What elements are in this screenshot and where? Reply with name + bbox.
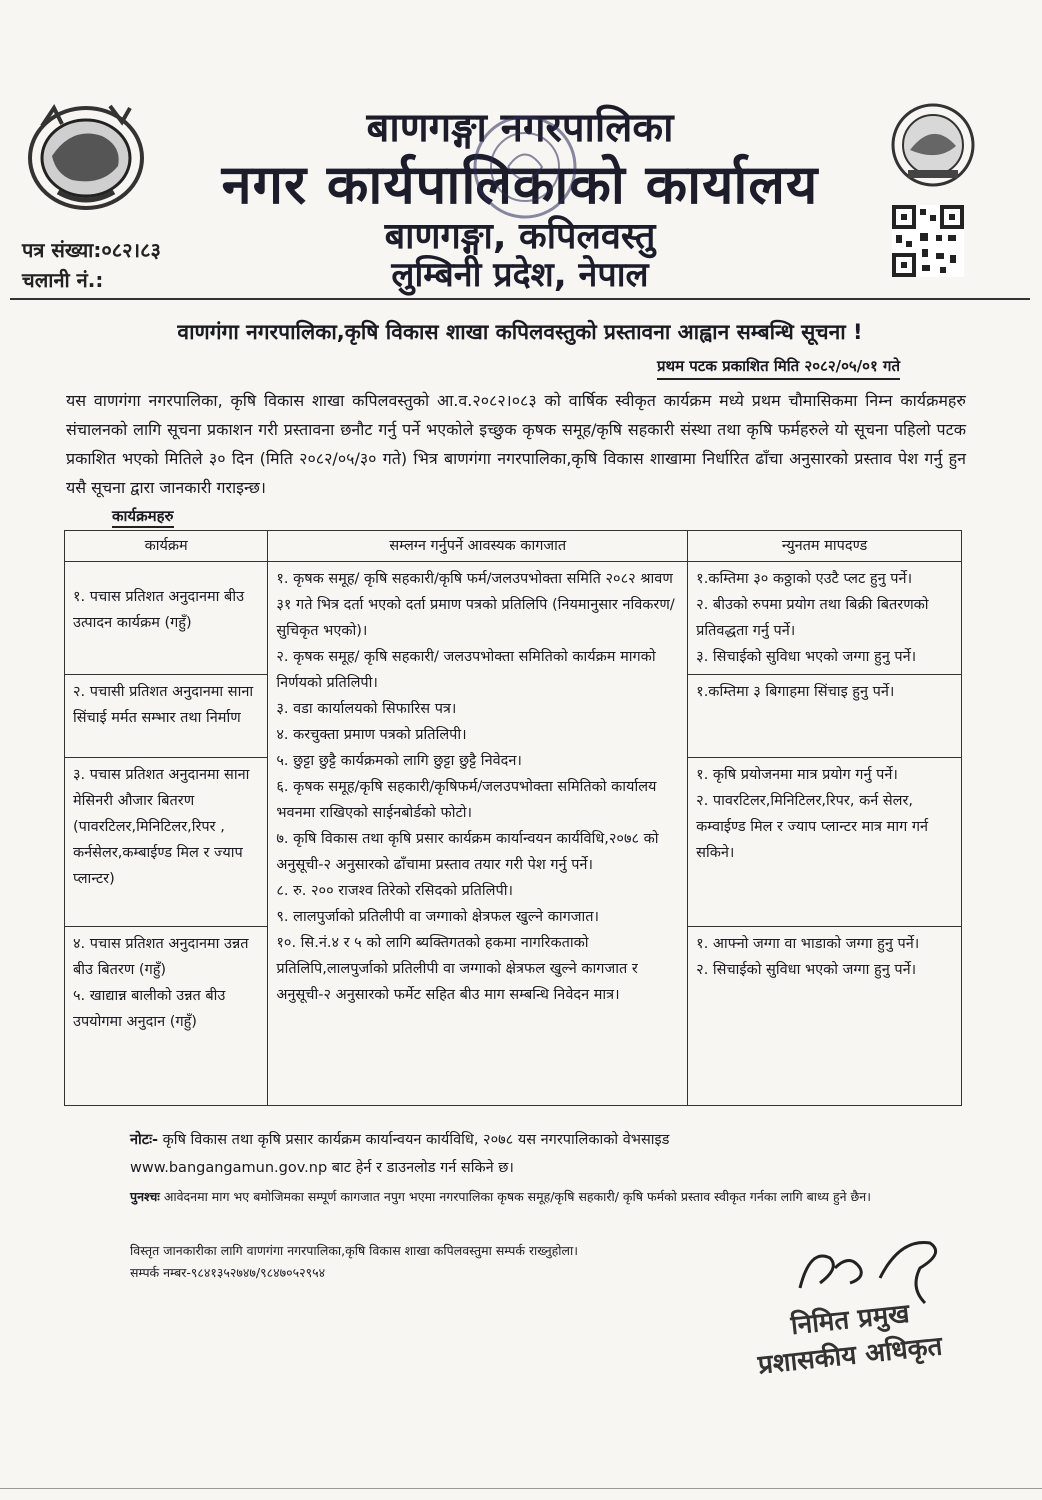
program-3: ३. पचास प्रतिशत अनुदानमा साना मेसिनरी औजार बितरण (पावरटिलर,मिनिटिलर,रिपर , कर्नसेलर,कम्बाईण्ड मिल र ज्याप प्लान्टर) [73,767,250,887]
criteria-item: १. आफ्नो जग्गा वा भाडाको जग्गा हुनु पर्ने। [696,936,920,952]
document-item: २. कृषक समूह/ कृषि सहकारी/ जलउपभोक्ता समितिको कार्यक्रम मागको निर्णयको प्रतिलिपी। [276,649,656,691]
programs-heading: कार्यक्रमहरु [112,506,174,528]
document-item: ९. लालपुर्जाको प्रतिलीपी वा जग्गाको क्षेत्रफल खुल्ने कागजात। [276,909,600,925]
punashcha-text: आवेदनमा माग भए बमोजिमका सम्पूर्ण कागजात नपुग भएमा नगरपालिका कृषक समूह/कृषि सहकारी/ कृषि फर्मको प्रस्ताव स्वीकृत गर्नका लागि बाध्य हुने छैन। [163,1189,871,1204]
program-cell [65,562,268,675]
program-cell [65,758,268,927]
programs-table [64,530,962,1106]
table-header-row [65,531,962,562]
note-text: कृषि विकास तथा कृषि प्रसार कार्यक्रम कार्यान्वयन कार्यविधि, २०७८ यस नगरपालिकाको वेभसाइड [162,1132,670,1148]
province-name: लुम्बिनी प्रदेश, नेपाल [391,255,649,295]
criteria-item: ३. सिचाईको सुविधा भएको जग्गा हुनु पर्ने। [696,649,917,665]
note-line [130,1128,669,1153]
header-documents: सम्लग्न गर्नुपर्ने आवस्यक कागजात [268,531,688,562]
document-item: १०. सि.नं.४ र ५ को लागि ब्यक्तिगतको हकमा नागरिकताको प्रतिलिपि,लालपुर्जाको प्रतिलीपी वा जग्गाको क्षेत्रफल खुल्ने कागजात र अनुसूची-२ अनुसारको फर्मेट सहित बीउ माग सम्बन्धि निवेदन मात्र। [276,935,638,1003]
criteria-cell [688,927,962,1106]
signatory-designation: प्रशासकीय अधिकृत [756,1331,944,1381]
note-label: नोटः- [130,1132,159,1148]
notice-title: वाणगंगा नगरपालिका,कृषि विकास शाखा कपिलवस्तुको प्रस्तावना आह्वान सम्बन्धि सूचना ! [177,320,863,344]
office-stamp-icon [470,112,580,222]
notice-intro: यस वाणगंगा नगरपालिका, कृषि विकास शाखा कपिलवस्तुको आ.व.२०८२।०८३ को वार्षिक स्वीकृत कार्यक्रम मध्ये प्रथम चौमासिकमा निम्न कार्यक्रमहरु संचालनको लागि सूचना प्रकाशन गरी प्रस्तावना छनौट गर्नु पर्ने भएकोले इच्छुक कृषक समूह/कृषि सहकारी संस्था तथा कृषि फर्महरुले यो सूचना पहिलो पटक प्रकाशित भएको मितिले ३० दिन (मिति २०८२/०५/३० गते) भित्र बाणगंगा नगरपालिका,कृषि विकास शाखामा निर्धारित ढाँचा अनुसारको प्रस्ताव पेश गर्नु हुन यसै सूचना द्वारा जानकारी गराइन्छ। [66,391,966,497]
header-criteria: न्युनतम मापदण्ड [688,531,962,562]
document-item: ३. वडा कार्यालयको सिफारिस पत्र। [276,701,457,717]
signatory-title: निमित प्रमुख [789,1298,911,1342]
nepal-emblem-icon [22,96,150,212]
municipality-name: बाणगङ्गा नगरपालिका [366,105,674,151]
document-item: ६. कृषक समूह/कृषि सहकारी/कृषिफर्म/जलउपभोक्ता समितिको कार्यालय भवनमा राखिएको साईनबोर्डको फोटो। [276,779,657,821]
criteria-item: २. पावरटिलर,मिनिटिलर,रिपर, कर्न सेलर, कम्वाईण्ड मिल र ज्याप प्लान्टर मात्र माग गर्न सकिने। [696,793,929,861]
table-row [65,562,962,675]
criteria-item: १.कम्तिमा ३० कठ्ठाको एउटै प्लट हुनु पर्ने। [696,571,913,587]
qr-code-icon [892,205,964,277]
document-item: ७. कृषि विकास तथा कृषि प्रसार कार्यक्रम कार्यान्वयन कार्यविधि,२०७८ को अनुसूची-२ अनुसारको ढाँचामा प्रस्ताव तयार गरी पेश गर्नु पर्ने। [276,831,659,873]
criteria-item: २. सिचाईको सुविधा भएको जग्गा हुनु पर्ने। [696,962,917,978]
document-item: ५. छुट्टा छुट्टै कार्यक्रमको लागि छुट्टा छुट्टै निवेदन। [276,753,522,769]
punashcha-label: पुनश्चः [130,1189,160,1204]
criteria-item: २. बीउको रुपमा प्रयोग तथा बिक्री बितरणको प्रतिवद्धता गर्नु पर्ने। [696,597,929,639]
dispatch-number: चलानी नं.: [22,268,104,292]
contact-info: विस्तृत जानकारीका लागि वाणगंगा नगरपालिका,कृषि विकास शाखा कपिलवस्तुमा सम्पर्क राख्नुहोला। [130,1243,578,1258]
header-divider [10,298,1030,300]
office-address: बाणगङ्गा, कपिलवस्तु [384,216,656,257]
note-website-line: www.bangangamun.gov.np बाट हेर्न र डाउनलोड गर्न सकिने छ। [130,1160,514,1176]
header-program: कार्यक्रम [65,531,268,562]
footer-divider [0,1488,1042,1489]
contact-number: सम्पर्क नम्बर-९८४१३५२७४७/९८४७०५२९५४ [130,1265,326,1280]
criteria-cell [688,675,962,758]
municipality-logo-icon [888,100,978,190]
criteria-cell [688,758,962,927]
document-item: ८. रु. २०० राजश्व तिरेको रसिदको प्रतिलिपी। [276,883,513,899]
program-1: १. पचास प्रतिशत अनुदानमा बीउ उत्पादन कार्यक्रम (गहुँ) [73,589,245,631]
criteria-item: १.कम्तिमा ३ बिगाहमा सिंचाइ हुनु पर्ने। [696,684,895,700]
criteria-item: १. कृषि प्रयोजनमा मात्र प्रयोग गर्नु पर्ने। [696,767,898,783]
office-name: नगर कार्यपालिकाको कार्यालय [221,153,819,216]
program-cell [65,927,268,1106]
program-cell [65,675,268,758]
letter-number: पत्र संख्या:०८२।८३ [22,238,161,262]
publication-date: प्रथम पटक प्रकाशित मिति २०८२/०५/०१ गते [657,356,900,380]
punashcha-line [130,1186,890,1208]
criteria-cell [688,562,962,675]
program-2: २. पचासी प्रतिशत अनुदानमा साना सिंचाई मर्मत सम्भार तथा निर्माण [73,684,254,726]
program-5: ५. खाद्यान्न बालीको उन्नत बीउ उपयोगमा अनुदान (गहुँ) [73,988,226,1030]
program-4: ४. पचास प्रतिशत अनुदानमा उन्नत बीउ बितरण (गहुँ) [73,936,249,978]
documents-cell [268,562,688,1106]
document-item: ४. करचुक्ता प्रमाण पत्रको प्रतिलिपी। [276,727,467,743]
document-item: १. कृषक समूह/ कृषि सहकारी/कृषि फर्म/जलउपभोक्ता समिति २०८२ श्रावण ३१ गते भित्र दर्ता भएको दर्ता प्रमाण पत्रको प्रतिलिपि (नियमानुसार नविकरण/सुचिकृत भएको)। [276,571,675,639]
